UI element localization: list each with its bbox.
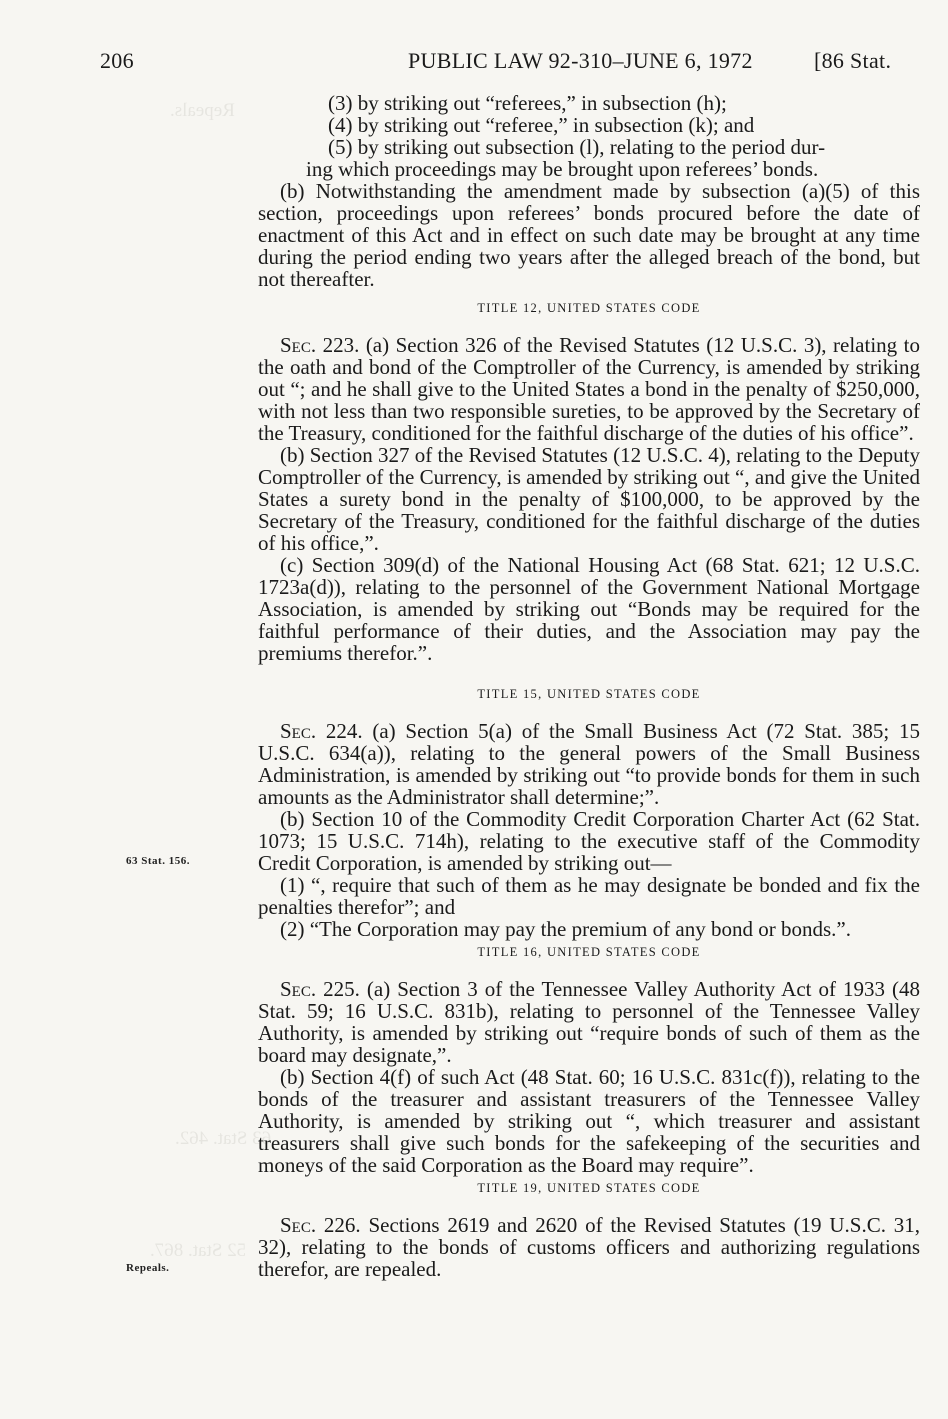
bleed-through-note: 63 Stat. 462. [175, 1128, 272, 1149]
section-223-b: (b) Section 327 of the Revised Statutes (12 U.S.C. 4), relating to the Deputy Comptroller of the Currency, is amended by striking out “, and give the United States a surety bond in the penalty of $100,000, to be approved by the Secretary of the Treasury, conditioned for the faithful discharge of the duties of his office,”. [258, 443, 920, 555]
margin-note-63-stat: 63 Stat. 156. [126, 855, 190, 867]
list-item [210, 918, 920, 940]
section-224-b: (b) Section 10 of the Commodity Credit Corporation Charter Act (62 Stat. 1073; 15 U.S.C. 714h), relating to the executive staff of the Commodity Credit Corporation, is amended by striking out— [258, 807, 920, 875]
section-225-a [258, 978, 920, 1066]
section-226 [258, 1214, 920, 1280]
list-item: (4) by striking out “referee,” in subsection (k); and [328, 113, 755, 137]
title-heading: TITLE 12, UNITED STATES CODE [477, 301, 701, 315]
section-224-a [258, 720, 920, 808]
section-text: 226. Sections 2619 and 2620 of the Revised Statutes (19 U.S.C. 31, 32), relating to the bonds of customs officers and authorizing regulations therefor, are repealed. [258, 1213, 920, 1281]
list-item-text: (2) “The Corporation may pay the premium of any bond or bonds.”. [280, 917, 851, 941]
section-text: 224. (a) Section 5(a) of the Small Business Act (72 Stat. 385; 15 U.S.C. 634(a)), relating to the general powers of the Small Business Administration, is amended by striking out “to provide bonds for them in such amounts as the Administrator shall determine;”. [258, 719, 920, 809]
title-heading: TITLE 16, UNITED STATES CODE [477, 945, 701, 959]
paragraph: (b) Notwithstanding the amendment made by subsection (a)(5) of this section, proceedings upon referees’ bonds procured before the date of enactment of this Act and in effect on such date may be brought at any time during the period ending two years after the alleged breach of the bond, but not thereafter. [258, 179, 920, 291]
list-item [210, 874, 920, 918]
margin-note-repeals: Repeals. [126, 1262, 170, 1274]
section-223-c: (c) Section 309(d) of the National Housing Act (68 Stat. 621; 12 U.S.C. 1723a(d)), relating to the personnel of the Government National Mortgage Association, is amended by striking out “Bonds may be required for the faithful performance of their duties, and the Association may pay the premiums therefor.”. [258, 553, 920, 665]
running-head: PUBLIC LAW 92-310–JUNE 6, 1972 [408, 48, 753, 73]
section-225-b: (b) Section 4(f) of such Act (48 Stat. 60; 16 U.S.C. 831c(f)), relating to the bonds of the treasurer and assistant treasurers of the Tennessee Valley Authority, is amended by striking out “, which treasurer and assistant treasurers shall give such bonds for the safekeeping of the securities and moneys of the said Corporation as the Board may require”. [258, 1065, 920, 1177]
title-heading: TITLE 15, UNITED STATES CODE [477, 687, 701, 701]
statute-reference: [86 Stat. [814, 48, 892, 73]
section-label: Sec. [280, 977, 317, 1001]
list-item: (5) by striking out subsection (l), relating to the period dur- [328, 135, 826, 159]
body-text [258, 92, 920, 1280]
section-label: Sec. [280, 333, 317, 357]
bleed-through-note: Repeals. [170, 100, 235, 121]
list-item-text: (1) “, require that such of them as he may designate be bonded and fix the penalties therefor”; and [258, 873, 920, 919]
list-item: (3) by striking out “referees,” in subsection (h); [328, 91, 727, 115]
title-heading: TITLE 19, UNITED STATES CODE [477, 1181, 701, 1195]
bleed-through-note: 52 Stat. 867. [150, 1240, 247, 1261]
list-item-continued: ing which proceedings may be brought upon referees’ bonds. [306, 157, 819, 181]
section-223-a [258, 334, 920, 444]
section-text: 223. (a) Section 326 of the Revised Statutes (12 U.S.C. 3), relating to the oath and bond of the Comptroller of the Currency, is amended by striking out “; and he shall give to the United States a bond in the penalty of $250,000, with not less than two responsible sureties, to be approved by the Secretary of the Treasury, conditioned for the faithful discharge of the duties of his office”. [258, 333, 920, 445]
section-text: 225. (a) Section 3 of the Tennessee Valley Authority Act of 1933 (48 Stat. 59; 16 U.S.C. 831b), relating to personnel of the Tennessee Valley Authority, is amended by striking out “require bonds of such of them as the board may designate,”. [258, 977, 920, 1067]
section-label: Sec. [280, 719, 317, 743]
section-label: Sec. [280, 1213, 317, 1237]
page-number: 206 [100, 48, 134, 73]
